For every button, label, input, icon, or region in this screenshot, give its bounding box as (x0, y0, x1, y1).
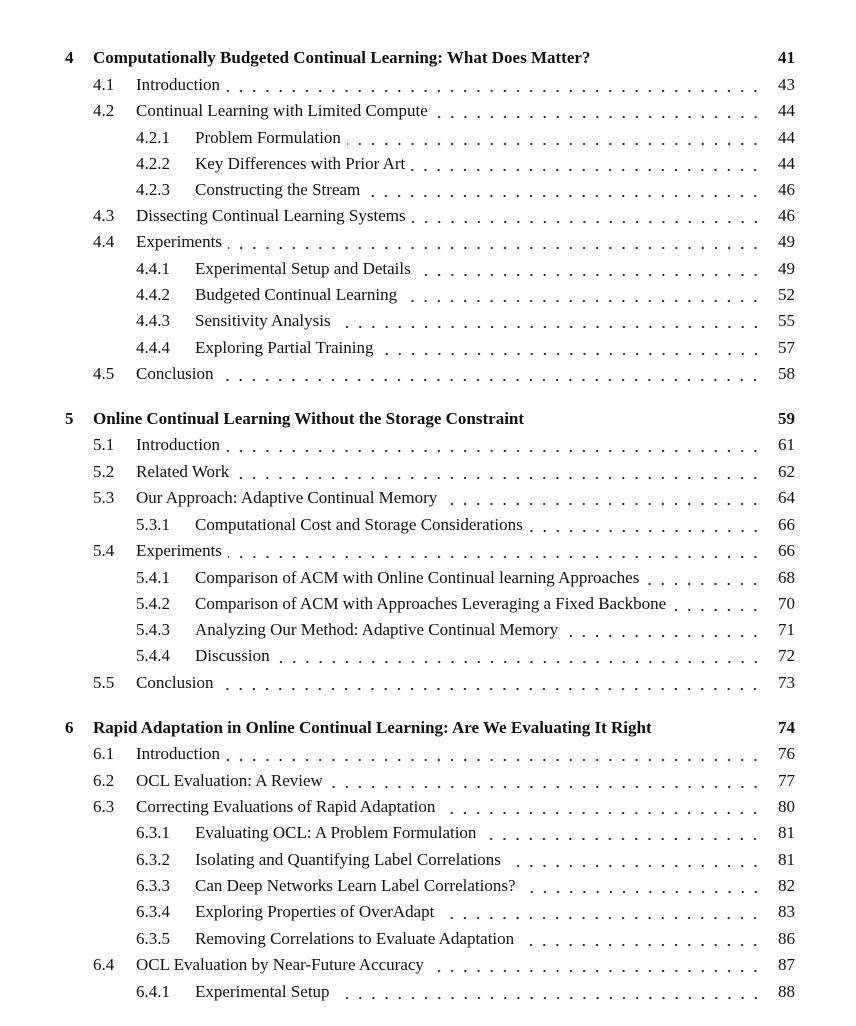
entry-number: 4.3 (93, 206, 115, 225)
toc-section-entry[interactable] (0, 231, 856, 253)
entry-page-number: 73 (778, 673, 795, 692)
dot-leader (403, 284, 762, 306)
entry-title: Related Work (136, 461, 235, 483)
toc-section-entry[interactable] (0, 743, 856, 765)
entry-number: 6.1 (93, 744, 115, 763)
dot-leader (235, 461, 762, 483)
entry-number: 6.2 (93, 771, 115, 790)
toc-subsection-entry[interactable] (0, 875, 856, 897)
entry-page-number: 61 (778, 435, 795, 454)
entry-page-number: 52 (778, 285, 795, 304)
entry-page-number: 44 (778, 128, 795, 147)
entry-page-number: 77 (778, 771, 795, 790)
entry-title: Experimental Setup and Details (195, 258, 417, 280)
entry-title: Our Approach: Adaptive Continual Memory (136, 487, 443, 509)
toc-subsection-entry[interactable] (0, 127, 856, 149)
entry-title: Can Deep Networks Learn Label Correlations? (195, 875, 522, 897)
entry-page-number: 70 (778, 594, 795, 613)
toc-subsection-entry[interactable] (0, 981, 856, 1003)
dot-leader (564, 619, 762, 641)
entry-title: Dissecting Continual Learning Systems (136, 205, 412, 227)
entry-number: 5.3.1 (136, 515, 170, 534)
entry-page-number: 44 (778, 154, 795, 173)
dot-leader (520, 928, 762, 950)
toc-subsection-entry[interactable] (0, 567, 856, 589)
entry-number: 4.4.1 (136, 259, 170, 278)
entry-page-number: 49 (778, 232, 795, 251)
dot-leader (645, 567, 762, 589)
toc-section-entry[interactable] (0, 74, 856, 96)
toc-chapter-entry[interactable] (0, 717, 856, 739)
entry-page-number: 81 (778, 850, 795, 869)
entry-page-number: 44 (778, 101, 795, 120)
toc-subsection-entry[interactable] (0, 928, 856, 950)
entry-title: Constructing the Stream (195, 179, 366, 201)
entry-title: Key Differences with Prior Art (195, 153, 411, 175)
entry-number: 4.5 (93, 364, 115, 383)
entry-page-number: 76 (778, 744, 795, 763)
entry-number: 4.1 (93, 75, 115, 94)
dot-leader (440, 901, 762, 923)
entry-page-number: 57 (778, 338, 795, 357)
entry-title: Isolating and Quantifying Label Correlations (195, 849, 507, 871)
toc-section-entry[interactable] (0, 487, 856, 509)
toc-subsection-entry[interactable] (0, 593, 856, 615)
toc-section-entry[interactable] (0, 770, 856, 792)
entry-title: Removing Correlations to Evaluate Adaptation (195, 928, 520, 950)
entry-number: 5.4.4 (136, 646, 170, 665)
dot-leader (412, 205, 762, 227)
dot-leader (226, 743, 762, 765)
entry-page-number: 43 (778, 75, 795, 94)
entry-title: Exploring Properties of OverAdapt (195, 901, 440, 923)
dot-leader (276, 645, 762, 667)
toc-section-entry[interactable] (0, 100, 856, 122)
toc-subsection-entry[interactable] (0, 284, 856, 306)
entry-number: 4.2.2 (136, 154, 170, 173)
entry-number: 6.3 (93, 797, 115, 816)
entry-number: 5.4.1 (136, 568, 170, 587)
entry-page-number: 74 (778, 718, 795, 737)
entry-number: 4.2.3 (136, 180, 170, 199)
entry-number: 4.4.2 (136, 285, 170, 304)
entry-title: Problem Formulation (195, 127, 347, 149)
entry-title: Introduction (136, 434, 226, 456)
dot-leader (522, 875, 762, 897)
toc-section-entry[interactable] (0, 205, 856, 227)
entry-number: 6.3.3 (136, 876, 170, 895)
entry-page-number: 71 (778, 620, 795, 639)
entry-number: 6.3.2 (136, 850, 170, 869)
entry-page-number: 49 (778, 259, 795, 278)
entry-title: Introduction (136, 743, 226, 765)
entry-page-number: 80 (778, 797, 795, 816)
dot-leader (507, 849, 762, 871)
entry-number: 6.3.5 (136, 929, 170, 948)
entry-title: Exploring Partial Training (195, 337, 380, 359)
dot-leader (672, 593, 762, 615)
entry-title: Correcting Evaluations of Rapid Adaptation (136, 796, 441, 818)
entry-title: Computationally Budgeted Continual Learning: What Does Matter? (93, 47, 596, 69)
dot-leader (226, 74, 762, 96)
entry-page-number: 59 (778, 409, 795, 428)
toc-subsection-entry[interactable] (0, 619, 856, 641)
entry-page-number: 82 (778, 876, 795, 895)
toc-chapter-entry[interactable] (0, 47, 856, 69)
entry-number: 4.4.3 (136, 311, 170, 330)
entry-title: Evaluating OCL: A Problem Formulation (195, 822, 482, 844)
toc-subsection-entry[interactable] (0, 310, 856, 332)
entry-page-number: 64 (778, 488, 795, 507)
entry-title: Conclusion (136, 672, 219, 694)
entry-number: 4.2 (93, 101, 115, 120)
dot-leader (228, 231, 762, 253)
toc-section-entry[interactable] (0, 461, 856, 483)
entry-number: 5.4.3 (136, 620, 170, 639)
dot-leader (417, 258, 762, 280)
entry-page-number: 81 (778, 823, 795, 842)
dot-leader (529, 514, 762, 536)
dot-leader (434, 100, 762, 122)
toc-section-entry[interactable] (0, 434, 856, 456)
toc-section-entry[interactable] (0, 540, 856, 562)
toc-section-entry[interactable] (0, 796, 856, 818)
dot-leader (337, 310, 762, 332)
dot-leader (329, 770, 762, 792)
entry-title: Rapid Adaptation in Online Continual Learning: Are We Evaluating It Right (93, 717, 658, 739)
toc-chapter-entry[interactable] (0, 408, 856, 430)
entry-title: Experimental Setup (195, 981, 336, 1003)
entry-number: 5.3 (93, 488, 115, 507)
dot-leader (441, 796, 762, 818)
entry-page-number: 41 (778, 48, 795, 67)
entry-title: Online Continual Learning Without the Storage Constraint (93, 408, 530, 430)
entry-page-number: 88 (778, 982, 795, 1001)
toc-subsection-entry[interactable] (0, 179, 856, 201)
toc-subsection-entry[interactable] (0, 645, 856, 667)
dot-leader (443, 487, 762, 509)
entry-number: 5 (65, 409, 74, 428)
entry-title: Analyzing Our Method: Adaptive Continual Memory (195, 619, 564, 641)
entry-page-number: 68 (778, 568, 795, 587)
toc-subsection-entry[interactable] (0, 258, 856, 280)
toc-subsection-entry[interactable] (0, 901, 856, 923)
entry-title: Experiments (136, 231, 228, 253)
entry-page-number: 66 (778, 541, 795, 560)
entry-title: Conclusion (136, 363, 219, 385)
dot-leader (219, 672, 762, 694)
entry-number: 6 (65, 718, 74, 737)
toc-subsection-entry[interactable] (0, 514, 856, 536)
entry-title: Discussion (195, 645, 276, 667)
entry-number: 5.4.2 (136, 594, 170, 613)
entry-number: 6.4 (93, 955, 115, 974)
entry-page-number: 55 (778, 311, 795, 330)
dot-leader (226, 434, 762, 456)
toc-section-entry[interactable] (0, 672, 856, 694)
dot-leader (411, 153, 762, 175)
dot-leader (228, 540, 762, 562)
entry-number: 4.4.4 (136, 338, 170, 357)
entry-number: 5.2 (93, 462, 115, 481)
entry-number: 6.3.1 (136, 823, 170, 842)
entry-page-number: 46 (778, 206, 795, 225)
dot-leader (482, 822, 762, 844)
entry-number: 4.4 (93, 232, 115, 251)
dot-leader (336, 981, 762, 1003)
entry-title: Comparison of ACM with Online Continual learning Approaches (195, 567, 645, 589)
dot-leader (347, 127, 762, 149)
entry-title: Experiments (136, 540, 228, 562)
entry-title: Comparison of ACM with Approaches Leveraging a Fixed Backbone (195, 593, 672, 615)
entry-number: 5.4 (93, 541, 115, 560)
dot-leader (430, 954, 762, 976)
entry-number: 6.3.4 (136, 902, 170, 921)
toc-subsection-entry[interactable] (0, 849, 856, 871)
entry-number: 4 (65, 48, 74, 67)
entry-page-number: 72 (778, 646, 795, 665)
entry-title: Sensitivity Analysis (195, 310, 337, 332)
toc-subsection-entry[interactable] (0, 822, 856, 844)
entry-page-number: 46 (778, 180, 795, 199)
entry-title: OCL Evaluation by Near-Future Accuracy (136, 954, 430, 976)
toc-subsection-entry[interactable] (0, 337, 856, 359)
entry-title: Computational Cost and Storage Considerations (195, 514, 529, 536)
dot-leader (366, 179, 762, 201)
entry-title: Continual Learning with Limited Compute (136, 100, 434, 122)
toc-section-entry[interactable] (0, 363, 856, 385)
entry-title: OCL Evaluation: A Review (136, 770, 329, 792)
entry-title: Budgeted Continual Learning (195, 284, 403, 306)
entry-number: 5.5 (93, 673, 115, 692)
entry-page-number: 66 (778, 515, 795, 534)
entry-page-number: 87 (778, 955, 795, 974)
entry-number: 4.2.1 (136, 128, 170, 147)
entry-page-number: 62 (778, 462, 795, 481)
entry-page-number: 83 (778, 902, 795, 921)
entry-page-number: 58 (778, 364, 795, 383)
toc-subsection-entry[interactable] (0, 153, 856, 175)
dot-leader (219, 363, 762, 385)
entry-number: 6.4.1 (136, 982, 170, 1001)
dot-leader (380, 337, 763, 359)
entry-number: 5.1 (93, 435, 115, 454)
entry-title: Introduction (136, 74, 226, 96)
entry-page-number: 86 (778, 929, 795, 948)
toc-section-entry[interactable] (0, 954, 856, 976)
